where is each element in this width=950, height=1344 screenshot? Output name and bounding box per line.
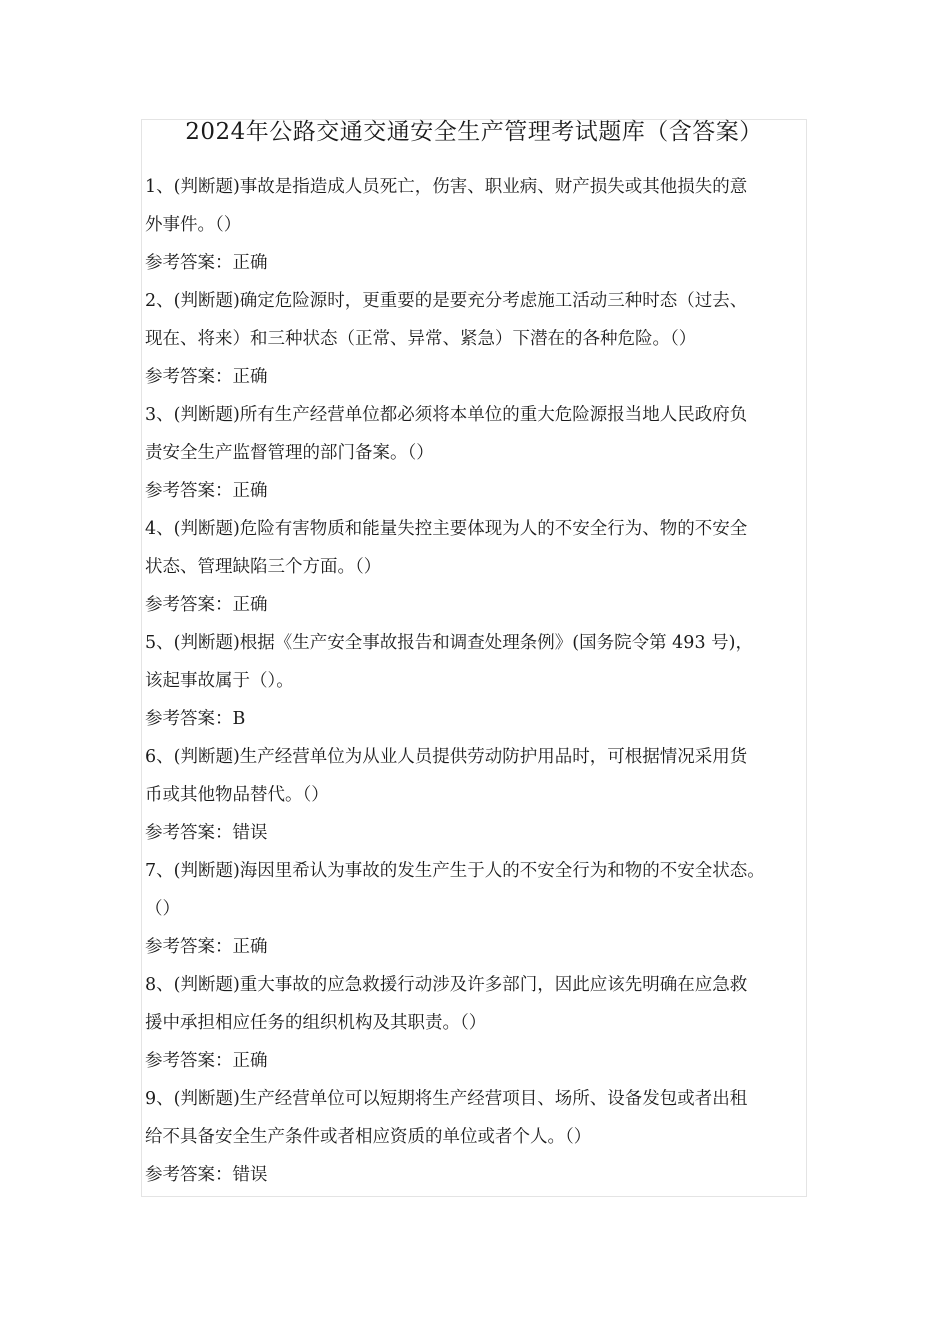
question-text-line: 援中承担相应任务的组织机构及其职责。（）	[145, 1013, 487, 1033]
question-text-line: 2、(判断题)确定危险源时，更重要的是要充分考虑施工活动三种时态（过去、	[145, 291, 748, 311]
document-title: 2024年公路交通交通安全生产管理考试题库（含答案）	[185, 119, 763, 145]
question-item	[145, 168, 809, 282]
question-text-line: 给不具备安全生产条件或者相应资质的单位或者个人。（）	[145, 1127, 592, 1147]
question-item	[145, 852, 809, 966]
question-text-line: 6、(判断题)生产经营单位为从业人员提供劳动防护用品时，可根据情况采用货	[145, 747, 748, 767]
question-item	[145, 624, 809, 738]
answer-line: 参考答案：正确	[145, 595, 268, 615]
answer-line: 参考答案：错误	[145, 823, 268, 843]
question-text-line: 4、(判断题)危险有害物质和能量失控主要体现为人的不安全行为、物的不安全	[145, 519, 748, 539]
question-text-line: 8、(判断题)重大事故的应急救援行动涉及许多部门，因此应该先明确在应急救	[145, 975, 748, 995]
question-text-line: 该起事故属于（）。	[145, 671, 294, 691]
question-item	[145, 282, 809, 396]
question-text-line: 责安全生产监督管理的部门备案。（）	[145, 443, 434, 463]
answer-line: 参考答案：正确	[145, 481, 268, 501]
question-text-line: 币或其他物品替代。（）	[145, 785, 329, 805]
question-text-line: 外事件。（）	[145, 215, 242, 235]
answer-line: 参考答案：正确	[145, 253, 268, 273]
question-item	[145, 966, 809, 1080]
question-item	[145, 1080, 809, 1194]
question-item	[145, 396, 809, 510]
question-text-line: （）	[145, 899, 180, 919]
question-item	[145, 510, 809, 624]
question-list	[145, 168, 809, 1194]
question-text-line: 状态、管理缺陷三个方面。（）	[145, 557, 382, 577]
answer-line: 参考答案：错误	[145, 1165, 268, 1185]
answer-line: 参考答案：正确	[145, 1051, 268, 1071]
answer-line: 参考答案：B	[145, 709, 246, 729]
answer-line: 参考答案：正确	[145, 367, 268, 387]
question-text-line: 3、(判断题)所有生产经营单位都必须将本单位的重大危险源报当地人民政府负	[145, 405, 748, 425]
question-text-line: 9、(判断题)生产经营单位可以短期将生产经营项目、场所、设备发包或者出租	[145, 1089, 748, 1109]
question-text-line: 现在、将来）和三种状态（正常、异常、紧急）下潜在的各种危险。（）	[145, 329, 697, 349]
question-item	[145, 738, 809, 852]
question-text-line: 1、(判断题)事故是指造成人员死亡，伤害、职业病、财产损失或其他损失的意	[145, 177, 748, 197]
answer-line: 参考答案：正确	[145, 937, 268, 957]
question-text-line: 7、(判断题)海因里希认为事故的发生产生于人的不安全行为和物的不安全状态。	[145, 861, 765, 881]
question-text-line: 5、(判断题)根据《生产安全事故报告和调查处理条例》(国务院令第 493 号)，	[145, 633, 753, 653]
